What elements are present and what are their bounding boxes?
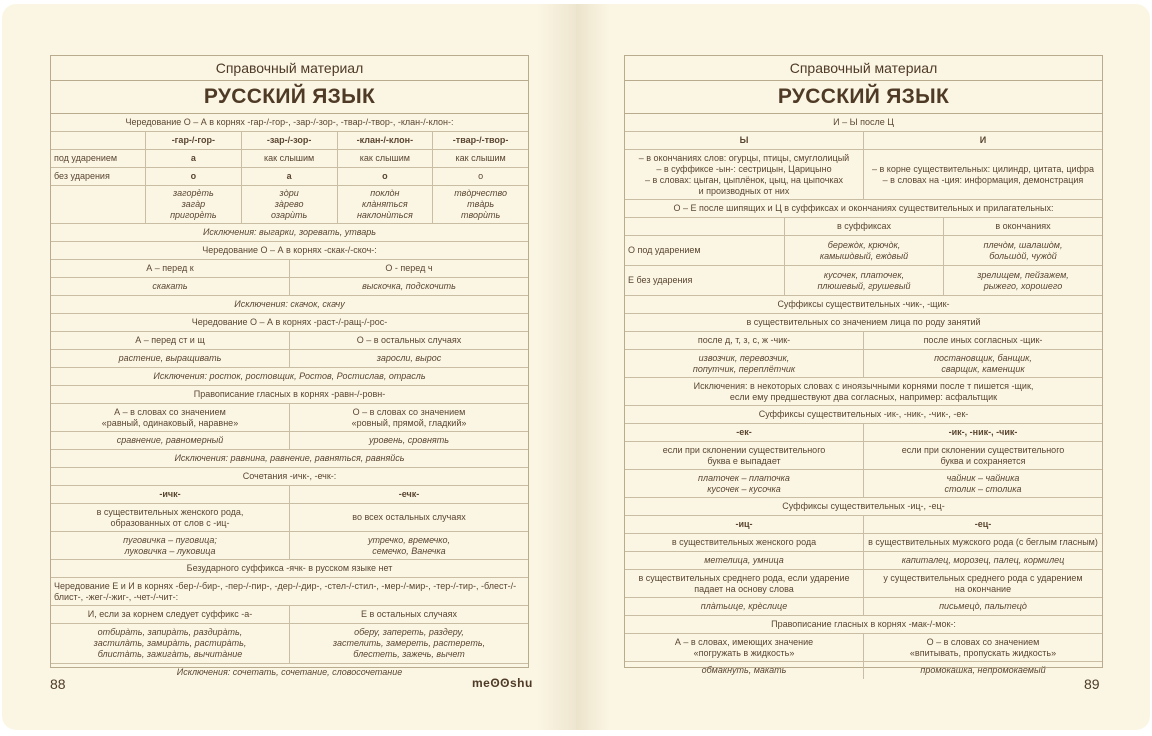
left-table-cell: [290, 260, 528, 277]
right-table-row: [625, 598, 1102, 616]
left-table-cell: [290, 278, 528, 295]
left-cell-text: а: [286, 171, 292, 181]
right-table-cell: [864, 424, 1102, 441]
left-cell-text: отбирàть, запирàть, раздирàть, застилàть, замирàть, растирàть, блистàть, зажигàть, вычитàние: [93, 627, 247, 659]
right-section-title: Справочный материал: [625, 56, 1102, 81]
right-table-row: [625, 442, 1102, 470]
right-cell-text: письмецò, пальтецò: [939, 601, 1027, 611]
left-subject-title: РУССКИЙ ЯЗЫК: [51, 81, 528, 114]
right-cell-text: в существительных со значением лица по роду занятий: [746, 317, 981, 327]
right-table-row: [625, 332, 1102, 350]
left-table-row: [51, 224, 528, 242]
left-cell-text: утречко, времечко, семечко, Ванечка: [367, 534, 450, 556]
left-table-cell: [290, 332, 528, 349]
right-table-row: [625, 150, 1102, 200]
left-table-row: [51, 606, 528, 624]
right-cell-text: И: [979, 135, 987, 145]
left-table-cell: [51, 560, 528, 577]
left-table-row: [51, 186, 528, 224]
right-cell-text: Е без ударения: [628, 275, 693, 285]
left-cell-text: А – перед к: [146, 263, 194, 273]
right-table-row: [625, 424, 1102, 442]
right-table-cell: [625, 552, 864, 569]
right-cell-text: платочек – платочка кусочек – кусочка: [698, 472, 790, 494]
left-cell-text: заросли, вырос: [376, 353, 442, 363]
left-table-row: [51, 260, 528, 278]
right-table-cell: [625, 406, 1102, 423]
right-cell-text: плечòм, шалашòм, большòй, чужòй: [983, 239, 1063, 261]
right-reference-table: [624, 55, 1103, 675]
left-table-cell: [51, 504, 290, 531]
left-table-cell: [51, 486, 290, 503]
right-cell-text: чайник – чайника столик – столика: [944, 472, 1022, 494]
left-cell-text: сравнение, равномерный: [116, 435, 224, 445]
right-table-cell: [625, 598, 864, 615]
right-table-cell: [625, 314, 1102, 331]
right-table-cell: [625, 662, 864, 679]
left-table-cell: [433, 186, 528, 223]
left-table-cell: [290, 350, 528, 367]
left-table-cell: [51, 242, 528, 259]
right-table-cell: [864, 132, 1102, 149]
left-cell-text: во всех остальных случаях: [352, 512, 466, 522]
left-table-row: [51, 504, 528, 532]
left-table-cell: [51, 664, 528, 681]
left-table-cell: [433, 132, 528, 149]
right-cell-text: Суффиксы существительных -иц-, -ец-: [782, 501, 945, 511]
left-table-cell: [51, 624, 290, 663]
left-cell-text: -зар-/-зор-: [266, 135, 312, 145]
left-cell-text: как слышим: [264, 153, 315, 163]
left-table-row: [51, 350, 528, 368]
left-cell-text: Безударного суффикса -ячк- в русском языке нет: [186, 563, 393, 573]
left-cell-text: без ударения: [54, 171, 110, 181]
left-cell-text: о: [478, 171, 484, 181]
left-cell-text: Исключения: росток, ростовщик, Ростов, Ростислав, отрасль: [153, 371, 426, 381]
right-cell-text: Суффиксы существительных -чик-, -щик-: [777, 299, 950, 309]
right-table-row: [625, 570, 1102, 598]
right-table-cell: [625, 534, 864, 551]
left-table-cell: [290, 606, 528, 623]
right-table-row: [625, 470, 1102, 498]
right-table-cell: [864, 598, 1102, 615]
left-table-cell: [51, 404, 290, 431]
right-table-cell: [625, 378, 1102, 405]
left-table-cell: [338, 186, 434, 223]
left-table-cell: [51, 168, 146, 185]
left-cell-text: Исключения: равнина, равнение, равняться, равняйсь: [174, 453, 405, 463]
left-cell-text: зòри зàрево озарѝть: [271, 188, 308, 220]
left-table-cell: [51, 532, 290, 559]
left-table-cell: [51, 350, 290, 367]
left-table-cell: [242, 168, 338, 185]
right-table-cell: [625, 132, 864, 149]
right-page: [576, 4, 1150, 730]
left-table-cell: [290, 624, 528, 663]
left-cell-text: Исключения: скачок, скачу: [234, 299, 345, 309]
left-table-row: [51, 168, 528, 186]
left-table-cell: [51, 114, 528, 131]
right-table-row: [625, 378, 1102, 406]
right-table-row: [625, 236, 1102, 266]
left-cell-text: Чередование О – А в корнях -раст-/-ращ-/-рос-: [191, 317, 388, 327]
left-cell-text: Чередование О – А в корнях -гар-/-гор-, -зар-/-зор-, -твар-/-твор-, -клан-/-клон-:: [125, 117, 454, 127]
right-cell-text: -ик-, -ник-, -чик-: [948, 427, 1018, 437]
right-page-number: 89: [1084, 676, 1100, 692]
left-table-cell: [51, 578, 528, 605]
left-cell-text: поклòн клàняться наклонѝться: [356, 188, 413, 220]
right-table-cell: [625, 516, 864, 533]
left-cell-text: Исключения: сочетать, сочетание, словосочетание: [176, 667, 403, 677]
left-table-cell: [51, 386, 528, 403]
left-table-cell: [146, 186, 242, 223]
left-table-cell: [242, 186, 338, 223]
left-cell-text: уровень, сровнять: [369, 435, 449, 445]
right-table-cell: [625, 634, 864, 661]
left-cell-text: как слышим: [455, 153, 506, 163]
right-cell-text: в окончаниях: [995, 221, 1051, 231]
right-table-row: [625, 132, 1102, 150]
left-cell-text: под ударением: [54, 153, 118, 163]
left-table-cell: [290, 532, 528, 559]
left-table-cell: [146, 168, 242, 185]
right-cell-text: -ек-: [736, 427, 752, 437]
left-cell-text: -твар-/-твор-: [452, 135, 509, 145]
left-table-cell: [51, 332, 290, 349]
left-page: [2, 4, 576, 730]
right-cell-text: бережòк, крючòк, камышòвый, ежòвый: [819, 239, 909, 261]
left-table-row: [51, 296, 528, 314]
left-table-row: [51, 332, 528, 350]
left-page-number: 88: [50, 676, 66, 692]
left-table-row: [51, 386, 528, 404]
left-table-cell: [51, 150, 146, 167]
left-table-cell: [51, 468, 528, 485]
right-table-cell: [864, 332, 1102, 349]
brand-logo: meʘʘshu: [472, 676, 533, 690]
left-table-cell: [290, 432, 528, 449]
left-cell-text: -клан-/-клон-: [356, 135, 414, 145]
left-table-row: [51, 314, 528, 332]
left-cell-text: А – в словах со значением «равный, одинаковый, наравне»: [101, 406, 239, 428]
right-table-cell: [625, 332, 864, 349]
left-table-row: [51, 578, 528, 606]
right-cell-text: обмакнуть, макать: [701, 665, 787, 675]
left-cell-text: в существительных женского рода, образованных от слов с -иц-: [96, 506, 244, 528]
right-cell-text: капиталец, морозец, палец, кормилец: [901, 555, 1065, 565]
right-table-row: [625, 406, 1102, 424]
left-table-cell: [51, 260, 290, 277]
left-table-row: [51, 278, 528, 296]
right-cell-text: постановщик, банщик, сварщик, каменщик: [934, 352, 1032, 374]
right-table-cell: [625, 424, 864, 441]
right-cell-text: О под ударением: [628, 245, 701, 255]
right-table-row: [625, 314, 1102, 332]
right-subject-title: РУССКИЙ ЯЗЫК: [625, 81, 1102, 114]
right-cell-text: в существительных мужского рода (с беглым гласным): [868, 537, 1098, 547]
left-table-cell: [242, 132, 338, 149]
left-cell-text: оберу, запереть, раздеру, застелить, замереть, растереть, блестеть, зажечь, вычет: [332, 627, 486, 659]
right-table-cell: [864, 570, 1102, 597]
left-cell-text: О – в словах со значением «ровный, прямой, гладкий»: [351, 406, 467, 428]
right-cell-text: А – в словах, имеющих значение «погружать в жидкость»: [674, 636, 814, 658]
left-cell-text: Чередование О – А в корнях -скак-/-скоч-:: [202, 245, 377, 255]
right-table-cell: [944, 236, 1102, 265]
right-table-cell: [625, 266, 785, 295]
left-section-title: Справочный материал: [51, 56, 528, 81]
left-table-row: [51, 560, 528, 578]
left-cell-text: Е в остальных случаях: [360, 609, 458, 619]
left-table-cell: [51, 450, 528, 467]
right-table-row: [625, 218, 1102, 236]
left-table-cell: [51, 432, 290, 449]
right-table-cell: [864, 350, 1102, 377]
right-table-cell: [625, 218, 785, 235]
right-table-cell: [785, 236, 944, 265]
right-cell-text: извозчик, перевозчик, попутчик, переплётчик: [692, 352, 796, 374]
right-cell-text: Ы: [739, 135, 749, 145]
right-cell-text: – в корне существительных: цилиндр, цитата, цифра – в словах на -ция: информация, демонстрация: [872, 163, 1094, 185]
left-table-cell: [51, 314, 528, 331]
right-table-row: [625, 200, 1102, 218]
left-table-row: [51, 432, 528, 450]
left-rule-rows: [51, 114, 528, 681]
left-table-cell: [146, 132, 242, 149]
right-table-row: [625, 296, 1102, 314]
right-cell-text: в существительных среднего рода, если ударение падает на основу слова: [638, 572, 850, 594]
right-cell-text: в существительных женского рода: [671, 537, 817, 547]
right-table-row: [625, 534, 1102, 552]
right-table-cell: [625, 498, 1102, 515]
right-table-cell: [625, 442, 864, 469]
left-table-row: [51, 664, 528, 681]
left-cell-text: Исключения: выгарки, зоревать, утварь: [202, 227, 377, 237]
left-cell-text: растение, выращивать: [118, 353, 222, 363]
left-table-cell: [242, 150, 338, 167]
right-table-cell: [944, 266, 1102, 295]
right-table-row: [625, 350, 1102, 378]
left-table-cell: [51, 296, 528, 313]
left-cell-text: О – в остальных случаях: [356, 335, 462, 345]
left-table-cell: [51, 224, 528, 241]
left-table-row: [51, 468, 528, 486]
right-table-cell: [625, 114, 1102, 131]
left-table-cell: [338, 150, 434, 167]
left-cell-text: О - перед ч: [385, 263, 433, 273]
right-table-cell: [944, 218, 1102, 235]
right-cell-text: зрелищем, пейзажем, рыжего, хорошего: [977, 269, 1069, 291]
left-cell-text: Чередование Е и И в корнях -бер-/-бир-, -пер-/-пир-, -дер-/-дир-, -стел-/-стил-, -мер-/-мир-, -тер-/-тир-, -блест-/-блист-, -жег-/-жиг-, -чет-/-чит-:: [54, 580, 517, 602]
right-table-cell: [625, 200, 1102, 217]
left-reference-table: [50, 55, 529, 677]
left-cell-text: о: [382, 171, 388, 181]
left-table-row: [51, 368, 528, 386]
right-cell-text: О – Е после шипящих и Ц в суффиксах и окончаниях существительных и прилагательных:: [673, 203, 1054, 213]
left-table-row: [51, 114, 528, 132]
left-table-cell: [433, 150, 528, 167]
left-table-row: [51, 532, 528, 560]
right-cell-text: если при склонении существительного буква е выпадает: [662, 444, 826, 466]
right-cell-text: в суффиксах: [836, 221, 892, 231]
right-cell-text: И – Ы после Ц: [833, 117, 894, 127]
left-cell-text: пуговичка – пуговица; луковичка – луковица: [123, 534, 217, 556]
right-cell-text: у существительных среднего рода с ударением на окончание: [883, 572, 1083, 594]
right-cell-text: после иных согласных -щик-: [923, 335, 1043, 345]
right-table-cell: [625, 350, 864, 377]
right-table-cell: [625, 616, 1102, 633]
left-table-row: [51, 486, 528, 504]
right-cell-text: плàтьице, крèслице: [700, 601, 788, 611]
left-table-row: [51, 624, 528, 664]
left-cell-text: загорѐть загàр пригорѐть: [170, 188, 217, 220]
left-cell-text: как слышим: [359, 153, 410, 163]
right-table-row: [625, 616, 1102, 634]
left-table-cell: [51, 606, 290, 623]
right-cell-text: – в окончаниях слов: огурцы, птицы, смуглолицый – в суффиксе -ын-: сестрицын, Царицыно – в словах: цыган, цыплёнок, цыц, на цыпочках и производных от них: [638, 152, 850, 196]
left-table-row: [51, 132, 528, 150]
left-cell-text: о: [190, 171, 197, 181]
left-cell-text: Сочетания -ичк-, -ечк-:: [242, 471, 337, 481]
left-table-cell: [433, 168, 528, 185]
right-table-cell: [625, 470, 864, 497]
left-cell-text: а: [190, 153, 196, 163]
left-table-cell: [338, 168, 434, 185]
right-table-cell: [864, 534, 1102, 551]
left-table-row: [51, 150, 528, 168]
left-cell-text: Правописание гласных в корнях -равн-/-ровн-: [193, 389, 386, 399]
right-cell-text: если при склонении существительного буква и сохраняется: [901, 444, 1065, 466]
left-cell-text: -гар-/-гор-: [171, 135, 216, 145]
left-table-cell: [51, 368, 528, 385]
right-table-cell: [864, 552, 1102, 569]
right-table-cell: [864, 634, 1102, 661]
right-table-cell: [625, 296, 1102, 313]
left-table-row: [51, 242, 528, 260]
left-table-row: [51, 450, 528, 468]
left-table-row: [51, 404, 528, 432]
right-table-row: [625, 114, 1102, 132]
right-cell-text: Суффиксы существительных -ик-, -ник-, -чик-, -ек-: [758, 409, 969, 419]
right-table-cell: [625, 236, 785, 265]
right-table-row: [625, 552, 1102, 570]
right-cell-text: метелица, умница: [704, 555, 784, 565]
right-table-cell: [785, 218, 944, 235]
right-table-row: [625, 662, 1102, 679]
right-cell-text: Исключения: в некоторых словах с иноязычными корнями после т пишется -щик, если ему предшествуют два согласных, например: асфальтщик: [693, 380, 1034, 402]
right-table-row: [625, 498, 1102, 516]
right-cell-text: промокашка, непромокаемый: [920, 665, 1046, 675]
left-cell-text: -ичк-: [159, 489, 181, 499]
left-cell-text: -ечк-: [398, 489, 420, 499]
left-table-cell: [338, 132, 434, 149]
left-table-cell: [51, 186, 146, 223]
right-table-row: [625, 634, 1102, 662]
left-table-cell: [146, 150, 242, 167]
right-cell-text: -иц-: [735, 519, 753, 529]
left-cell-text: А – перед ст и щ: [135, 335, 205, 345]
left-cell-text: выскочка, подскочить: [362, 281, 456, 291]
right-table-cell: [864, 150, 1102, 199]
right-cell-text: О – в словах со значением «впитывать, пропускать жидкость»: [909, 636, 1057, 658]
right-table-cell: [864, 442, 1102, 469]
left-cell-text: скакать: [152, 281, 188, 291]
right-rule-rows: [625, 114, 1102, 679]
left-table-cell: [290, 486, 528, 503]
left-table-cell: [51, 278, 290, 295]
right-table-cell: [864, 470, 1102, 497]
right-table-cell: [864, 662, 1102, 679]
right-table-row: [625, 516, 1102, 534]
right-table-cell: [625, 570, 864, 597]
left-cell-text: твòрчество твàрь творѝть: [454, 188, 508, 220]
right-table-cell: [785, 266, 944, 295]
right-cell-text: после д, т, з, с, ж -чик-: [697, 335, 791, 345]
left-table-cell: [290, 404, 528, 431]
right-table-cell: [864, 516, 1102, 533]
right-cell-text: кусочек, платочек, плюшевый, грушевый: [817, 269, 911, 291]
left-table-cell: [290, 504, 528, 531]
right-table-row: [625, 266, 1102, 296]
right-cell-text: Правописание гласных в корнях -мак-/-мок-:: [771, 619, 956, 629]
left-table-cell: [51, 132, 146, 149]
right-table-cell: [625, 150, 864, 199]
right-cell-text: -ец-: [974, 519, 992, 529]
left-cell-text: И, если за корнем следует суффикс -а-: [87, 609, 253, 619]
